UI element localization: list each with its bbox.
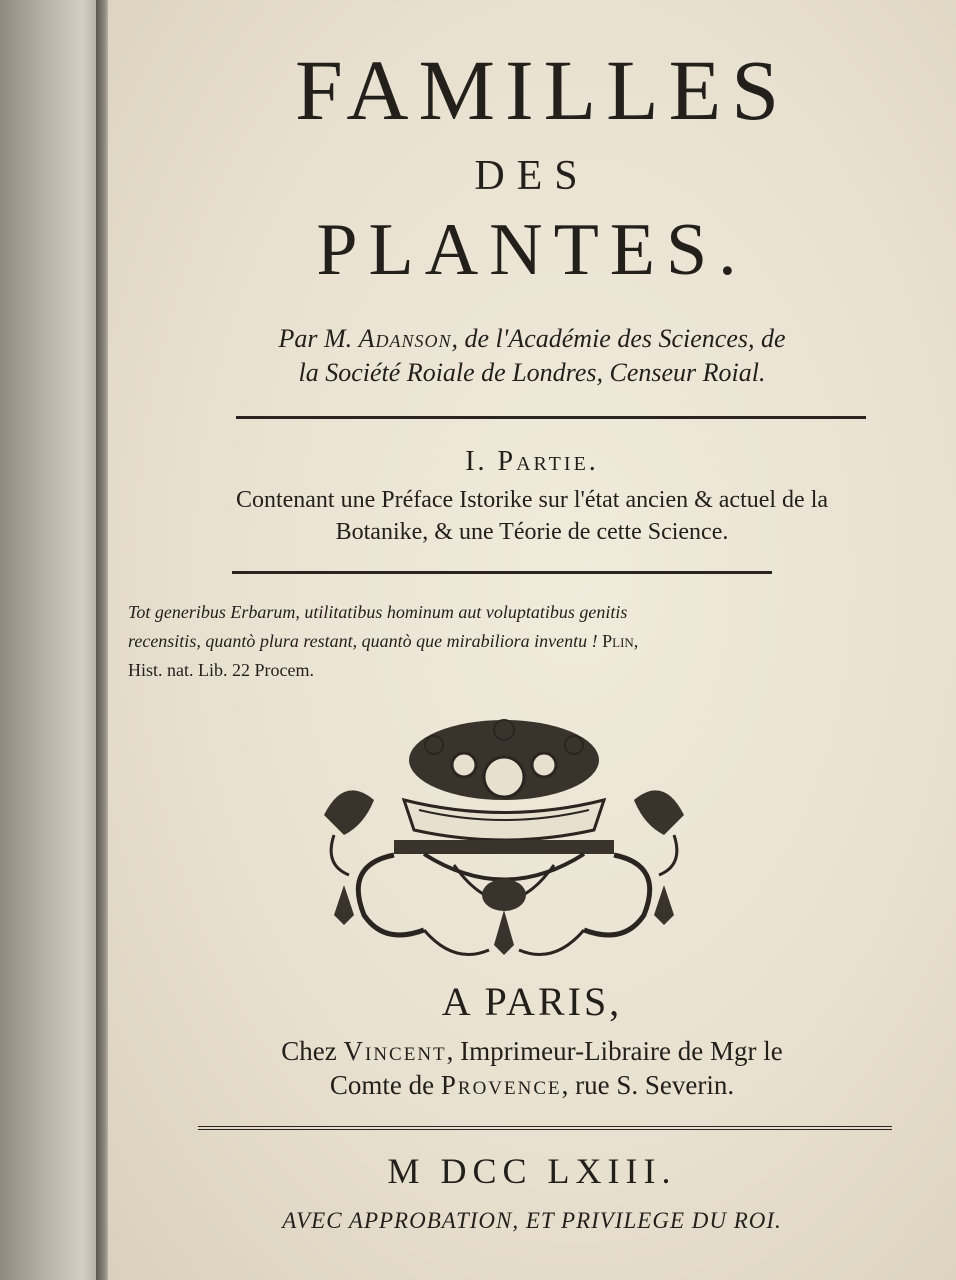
part-description-line-2: Botanike, & une Téorie de cette Science. <box>335 519 729 545</box>
divider-rule-1 <box>236 416 866 419</box>
title-page <box>108 0 956 1280</box>
title-line-3: PLANTES. <box>316 209 748 291</box>
title-line-1: FAMILLES <box>294 42 790 138</box>
author-prefix: Par M. <box>278 324 359 353</box>
printer-name: Vincent <box>343 1036 447 1066</box>
imprint-line-1-pre: Chez <box>281 1036 344 1066</box>
facing-page <box>0 0 104 1280</box>
author-line-1 <box>108 322 956 356</box>
printers-ornament-vignette <box>304 705 704 975</box>
imprint-line-2-post: , rue S. Severin. <box>561 1070 735 1100</box>
author-name: Adanson <box>358 324 452 353</box>
part-label: Partie. <box>497 446 599 477</box>
author-line-2: la Société Roiale de Londres, Censeur Roial. <box>298 358 766 387</box>
part-number: I. <box>465 446 498 477</box>
publication-year: M DCC LXIII. <box>387 1151 677 1191</box>
imprint-printer <box>108 1034 956 1102</box>
part-heading <box>108 446 956 478</box>
epigraph-text-2: recensitis, quantò plura restant, quantò que mirabiliora inventu ! <box>128 631 603 651</box>
divider-rule-2 <box>232 571 772 574</box>
epigraph-source: Plin, <box>602 631 639 651</box>
epigraph-line-1: Tot generibus Erbarum, utilitatibus hominum aut voluptatibus genitis <box>128 602 628 622</box>
author-affiliation-1: , de l'Académie des Sciences, de <box>451 324 786 353</box>
imprint-line-1 <box>108 1034 956 1068</box>
imprint-line-1-post: , Imprimeur-Libraire de Mgr le <box>446 1036 783 1066</box>
imprint-city: A PARIS, <box>441 979 623 1024</box>
imprint-line-2 <box>108 1068 956 1102</box>
part-description <box>108 484 956 548</box>
epigraph-line-2 <box>128 627 948 656</box>
author-statement <box>108 322 956 390</box>
part-description-line-1: Contenant une Préface Istorike sur l'état ancien & actuel de la <box>235 487 829 513</box>
royal-privilege: AVEC APPROBATION, ET PRIVILEGE DU ROI. <box>282 1208 782 1233</box>
patron-name: Provence <box>440 1070 562 1100</box>
title-line-2: DES <box>474 153 590 199</box>
divider-rule-3 <box>198 1126 892 1133</box>
epigraph-reference: Hist. nat. Lib. 22 Procem. <box>128 660 314 680</box>
epigraph <box>128 598 948 685</box>
imprint-line-2-pre: Comte de <box>329 1070 441 1100</box>
